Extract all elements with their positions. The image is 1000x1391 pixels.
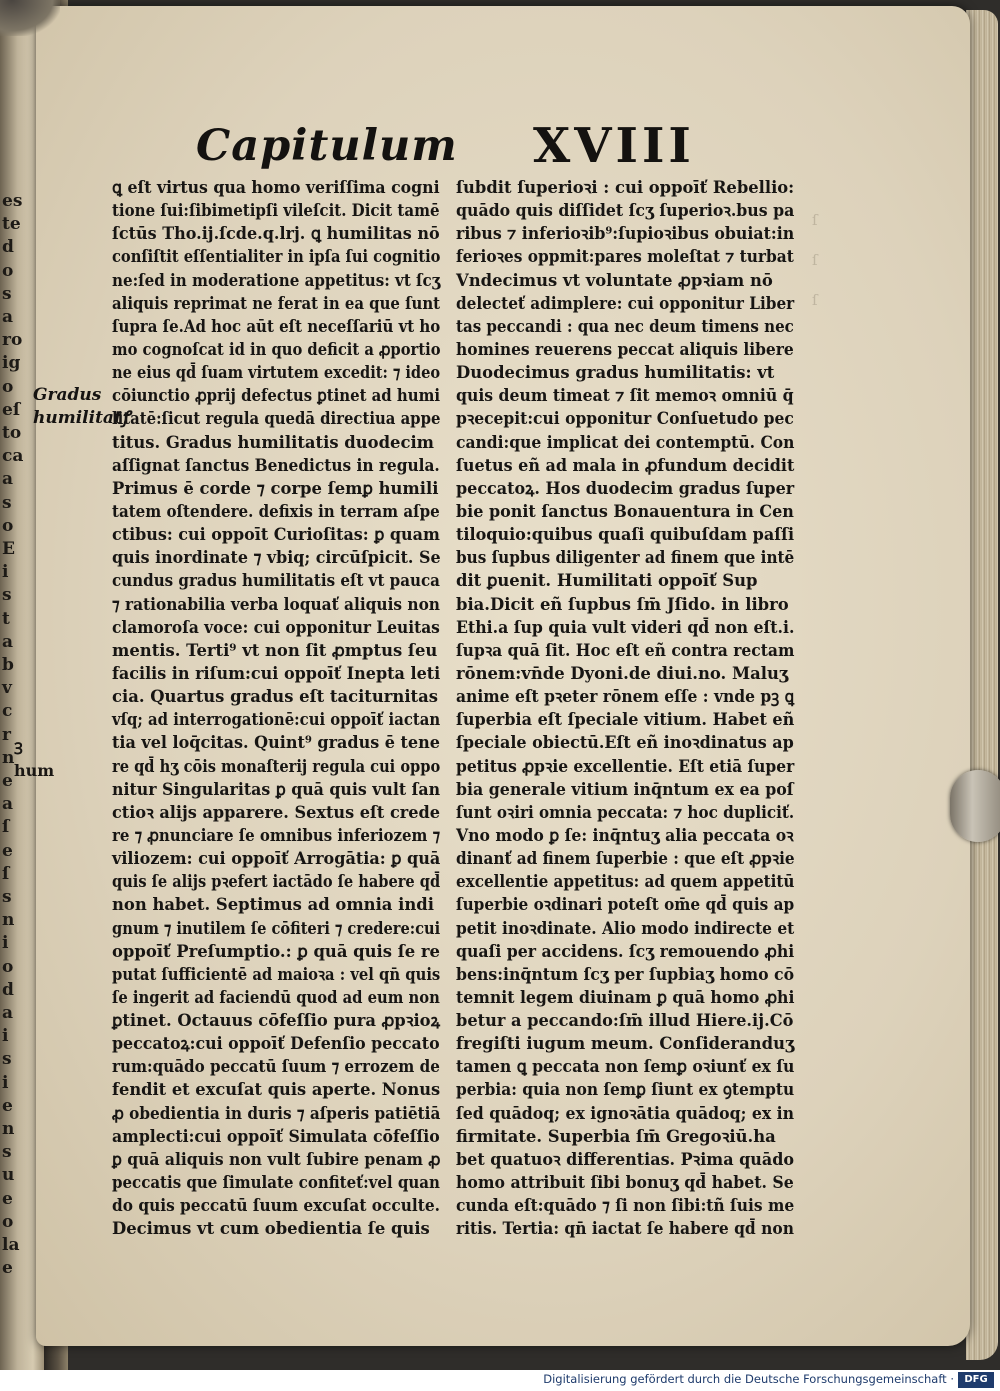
facing-page-text-fragment: to <box>2 423 22 443</box>
text-line: ꝓ obedientia in duris ⁊ aſperis patiētiā <box>112 1103 441 1123</box>
text-line: ribus ⁊ inferioꝛib⁹:ſupioꝛibus obuiat:in <box>456 224 795 244</box>
text-line: quaſi per accidens. ſcʒ remouendo ꝓhi <box>456 941 795 961</box>
text-line: clamoroſa voce: cui opponitur Leuitas <box>112 617 440 637</box>
text-line: titus. Gradus humilitatis duodecim <box>112 432 435 452</box>
text-line: dinanť ad finem ſuperbie : que eſt ꝓpꝛie <box>456 849 795 869</box>
text-line: amplecti:cui oppoīť Simulata cōfeſſio <box>112 1126 440 1146</box>
text-line: tione ſui:ſibimetipſi vileſcit. Dicit tamē <box>112 201 440 221</box>
text-line: viliozem: cui oppoīť Arrogātia: ꝑ quā <box>112 849 441 869</box>
text-line: fregiſti iugum meum. Conſideranduʒ <box>456 1034 795 1054</box>
show-through-mark: ſ <box>812 211 818 229</box>
text-line: cunda eſt:quādo ⁊ ſi non ſibi:tñ ſuis me <box>456 1196 795 1216</box>
text-line: quādo quis diſſidet ſcʒ ſuperioꝛ.bus pa <box>456 201 795 221</box>
text-line: ꝑtinet. Octauus cōfeſſio pura ꝓpꝛioꝝ <box>112 1011 441 1031</box>
facing-page-text-fragment: e <box>2 771 13 791</box>
facing-page-text-fragment: a <box>2 794 14 815</box>
facing-page-text-fragment: e <box>2 1258 13 1279</box>
text-line: ſpeciale obiectū.Eſt eñ inoꝛdinatus ap <box>456 733 794 753</box>
facing-page-text-fragment: s <box>2 585 12 606</box>
text-line: ſuperbie oꝛdinari poteſt om̄e qd̄ quis ap <box>456 895 795 915</box>
text-line: delecteť adimplere: cui opponitur Liber <box>456 293 795 313</box>
text-line: anime eſt pꝛeter rōnem eſſe : vnde pꝫ ꝗ <box>456 687 795 707</box>
facing-page-text-fragment: ig <box>2 353 21 374</box>
text-line: dit ꝑuenit. Humilitati oppoīť Sup <box>456 571 758 591</box>
text-line: quis inordinate ⁊ vbiq; circūſpicit. Se <box>112 548 441 568</box>
facing-page-text-fragment: ſ <box>2 817 10 838</box>
margin-note-secondary <box>14 738 54 782</box>
facing-page-text-fragment: s <box>2 283 12 304</box>
facing-page-text-fragment: r <box>2 724 11 745</box>
book-clasp <box>950 770 1000 842</box>
text-line: conſiſtit eſſentialiter in ipſa ſui cognitio <box>112 247 441 267</box>
text-line: bus ſupbus diligenter ad finem que intē <box>456 548 795 568</box>
text-line: rum:quādo peccatū ſuum ⁊ errozem de <box>112 1057 440 1077</box>
facing-page-text-fragment: i <box>2 562 9 583</box>
text-line: nitur Singularitas ꝑ quā quis vult ſan <box>112 779 441 799</box>
facing-page-text-fragment: t <box>2 608 10 629</box>
text-line: ſupꝛa quā ſit. Hoc eſt eñ contra rectam <box>456 640 795 660</box>
show-through-mark: ſ <box>812 291 818 309</box>
text-line: ſctūs Tho.ij.ſcde.q.lrj. ꝗ humilitas nō <box>112 224 440 244</box>
facing-page-text-fragment: ro <box>2 330 23 351</box>
text-line: bens:inq̄ntum ſcʒ per ſupbiaʒ homo cō <box>456 964 795 984</box>
facing-page-text-fragment: E <box>2 539 15 559</box>
text-line: gnum ⁊ inutilem ſe cōfiteri ⁊ credere:cui <box>112 918 441 938</box>
text-line: cundus gradus humilitatis eſt vt pauca <box>112 571 440 591</box>
facing-page-text-fragment: a <box>2 307 14 327</box>
text-line: petitus ꝓpꝛie excellentie. Eſt etiā ſuper <box>456 756 795 776</box>
facing-page-text-fragment: eſ <box>2 399 21 420</box>
text-line: ⁊ rationabilia verba loquať aliquis non <box>112 594 440 614</box>
page-corner-shadow <box>0 0 60 36</box>
facing-page-text-fragment: b <box>2 655 14 675</box>
text-line: ſuperbia eſt ſpeciale vitium. Habet eñ <box>456 710 795 730</box>
text-line: non habet. Septimus ad omnia indi <box>112 895 434 915</box>
text-line: peccatis que ſimulate confiteť:vel quan <box>112 1173 440 1193</box>
text-line: ſe ingerit ad faciendū quod ad eum non <box>112 987 440 1007</box>
facing-page-text-fragment: n <box>2 910 15 931</box>
text-line: mentis. Terti⁹ vt non ſit ꝓmptus ſeu <box>112 640 438 660</box>
text-line: aliquis reprimat ne ferat in ea que ſunt <box>112 293 441 313</box>
text-line: re ⁊ ꝓnunciare ſe omnibus inferiozem ⁊ <box>112 825 441 845</box>
facing-page-text-fragment: s <box>2 1049 12 1070</box>
text-line: betur a peccando:ſm̄ illud Hiere.ij.Cō <box>456 1011 794 1031</box>
facing-page-text-fragment: o <box>2 515 14 536</box>
facing-page-text-fragment: n <box>2 747 15 768</box>
facing-page-text-fragment: s <box>2 492 12 513</box>
facing-page-text-fragment: u <box>2 1165 15 1186</box>
facing-page-text-fragment: e <box>2 1095 13 1116</box>
text-line: ſupra ſe.Ad hoc aūt eſt neceſſariū vt ho <box>112 316 441 336</box>
text-line: mo cognoſcat id in quo deficit a ꝓportio <box>112 339 441 359</box>
text-line: Decimus vt cum obedientia ſe quis <box>112 1219 430 1239</box>
facing-page-text-fragment: s <box>2 887 12 907</box>
text-line: bie ponit ſanctus Bonauentura in Cen <box>456 501 794 521</box>
text-line: candi:que implicat dei contemptū. Con <box>456 432 795 452</box>
text-line: temnit legem diuinam ꝑ quā homo ꝓhi <box>456 987 795 1007</box>
text-line: bia generale vitium inq̄ntum ex ea poſ <box>456 779 794 799</box>
facing-page-text-fragment: s <box>2 1142 12 1163</box>
text-column-left <box>112 176 440 1240</box>
margin-note-line: hum <box>14 761 55 780</box>
facing-page-text-fragment: i <box>2 933 9 954</box>
facing-page-text-fragment: i <box>2 1072 9 1093</box>
text-line: firmitate. Superbia ſm̄ Gregoꝛiū.ha <box>456 1126 776 1146</box>
text-line: aſſignat ſanctus Benedictus in regula. <box>112 455 440 475</box>
facing-page-text-fragment: d <box>2 979 14 1000</box>
chapter-heading-word: Capitulum <box>196 121 458 171</box>
text-line: fendit et excuſat quis aperte. Nonus <box>112 1080 441 1100</box>
text-line: rōnem:vn̄de Dyoni.de diui.no. Maluʒ <box>456 663 789 683</box>
facing-page-text-fragment: o <box>2 1211 14 1232</box>
facing-page-text-fragment: a <box>2 631 14 652</box>
text-line: Ethi.a ſup quia vult videri qd̄ non eſt.i. <box>456 617 795 637</box>
text-line: ritis. Tertia: qn̄ iactat ſe habere qd̄ non <box>456 1219 794 1239</box>
text-line: ne:ſed in moderatione appetitus: vt ſcʒ <box>112 270 441 290</box>
facing-page-text-fragment: ca <box>2 446 24 467</box>
text-line: putat ſufficientē ad maioꝛa : vel qn̄ quis <box>112 964 441 984</box>
text-line: tia vel loq̄citas. Quint⁹ gradus ē tene <box>112 733 440 753</box>
text-line: tatem oſtendere. defixis in terram aſpe <box>112 501 440 521</box>
faint-show-through <box>812 200 818 320</box>
footer-bar <box>0 1370 1000 1391</box>
margin-note-line: Gradus <box>33 385 102 405</box>
text-line: quis ſe alijs pꝛefert iactādo ſe habere qd̄ <box>112 872 441 892</box>
text-line: bia.Dicit eñ ſupbus ſm̄ Jſido. in libro <box>456 594 789 614</box>
facing-page-text-fragment: o <box>2 260 14 281</box>
facing-page-text-fragment: v <box>2 678 12 699</box>
text-line: Vno modo ꝑ ſe: inq̄ntuʒ alia peccata oꝛ <box>456 825 794 845</box>
text-line: perbia: quia non ſemꝑ ſiunt ex ꝯtemptu <box>456 1080 795 1100</box>
text-line: Vndecimus vt voluntate ꝓpꝛiam nō <box>456 270 773 290</box>
text-line: ſunt oꝛiri omnia peccata: ⁊ hoc dupliciť. <box>456 802 795 822</box>
facing-page-text-fragment: o <box>2 956 14 977</box>
facing-page-text-fragment: d <box>2 237 14 258</box>
text-line: ꝗ eſt virtus qua homo veriſſima cogni <box>112 178 440 197</box>
text-line: oppoīť Preſumptio.: ꝑ quā quis ſe re <box>112 941 440 961</box>
margin-note-line: Ꝫ <box>14 739 23 758</box>
chapter-heading-number: XVIII <box>533 118 695 174</box>
text-line: ſuetus eñ ad mala in ꝓfundum decidit <box>456 455 795 475</box>
text-line: tiloquio:quibus quaſi quibuſdam paſſi <box>456 525 795 545</box>
text-line: ſubdit ſuperioꝛi : cui oppoīť Rebellio: <box>456 178 795 197</box>
text-line: facilis in riſum:cui oppoīť Inepta leti <box>112 663 441 683</box>
text-line: ctioꝛ alijs apparere. Sextus eſt crede <box>112 802 440 822</box>
facing-page-text-fragment: e <box>2 1188 13 1209</box>
text-column-right <box>456 176 794 1240</box>
facing-page-text-fragment: e <box>2 840 13 861</box>
text-line: tas peccandi : qua nec deum timens nec <box>456 316 794 336</box>
text-line: homo attribuit ſibi bonuʒ qd̄ habet. Se <box>456 1173 794 1193</box>
page-fore-edge <box>966 10 998 1360</box>
facing-page-text-fragment: o <box>2 376 14 397</box>
facing-page-text-fragment: ſ <box>2 863 10 884</box>
text-line: litatē:ſicut regula quedā directiua appe <box>112 409 441 429</box>
text-line: ꝑ quā aliquis non vult ſubire penam ꝓ <box>112 1149 441 1169</box>
text-line: petit inoꝛdinate. Alio modo indirecte et <box>456 918 795 938</box>
facing-page-text-fragment: a <box>2 1003 14 1023</box>
text-line: homines reuerens peccat aliquis libere <box>456 339 794 359</box>
dfg-logo-icon: DFG <box>958 1372 994 1388</box>
facing-page-text-fragment: i <box>2 1026 9 1047</box>
text-line: ſed quādoq; ex ignoꝛātia quādoq; ex in <box>456 1103 795 1123</box>
text-line: ne eius qd̄ ſuam virtutem excedit: ⁊ ideo <box>112 363 441 383</box>
text-line: vſq; ad interrogationē:cui oppoīť iactan <box>112 710 441 730</box>
text-line: peccatoꝝ:cui oppoīť Defenſio peccato <box>112 1034 440 1054</box>
text-line: re qd̄ hʒ cōis monaſterij regula cui oppo <box>112 756 441 776</box>
facing-page-text-fragment: es <box>2 191 23 211</box>
text-line: do quis peccatū ſuum excuſat occulte. <box>112 1196 440 1216</box>
footer-credit: Digitalisierung gefördert durch die Deutsche Forschungsgemeinschaft · <box>543 1372 954 1386</box>
facing-page-text-fragment: c <box>2 701 13 722</box>
text-line: quis deum timeat ⁊ ſit memoꝛ omniū q̄ <box>456 386 794 406</box>
text-line: cia. Quartus gradus eſt taciturnitas <box>112 687 438 707</box>
facing-page-text-fragment: la <box>2 1235 20 1255</box>
text-line: ferioꝛes oppmit:pares moleſtat ⁊ turbat <box>456 247 794 267</box>
margin-note-line: humilitatꝭ <box>33 408 130 428</box>
text-line: tamen ꝗ peccata non ſemꝑ oꝛiunť ex ſu <box>456 1057 795 1077</box>
text-line: ctibus: cui oppoīt Curioſitas: ꝑ quam <box>112 525 440 545</box>
text-line: peccatoꝝ. Hos duodecim gradus ſuper <box>456 478 795 498</box>
facing-page-text-fragment: te <box>2 214 21 235</box>
text-line: Primus ē corde ⁊ corpe ſemꝑ humili <box>112 478 439 498</box>
text-line: pꝛecepit:cui opponitur Conſuetudo pec <box>456 409 794 429</box>
text-line: bet quatuoꝛ differentias. Pꝛima quādo <box>456 1149 795 1169</box>
text-line: Duodecimus gradus humilitatis: vt <box>456 363 775 383</box>
text-line: cōiunctio ꝓprij defectus ꝑtinet ad humi <box>112 386 440 406</box>
facing-page-text-fragment: a <box>2 469 14 490</box>
facing-page-text-fragment: n <box>2 1119 15 1139</box>
text-line: excellentie appetitus: ad quem appetitū <box>456 872 795 892</box>
show-through-mark: ſ <box>812 251 818 269</box>
